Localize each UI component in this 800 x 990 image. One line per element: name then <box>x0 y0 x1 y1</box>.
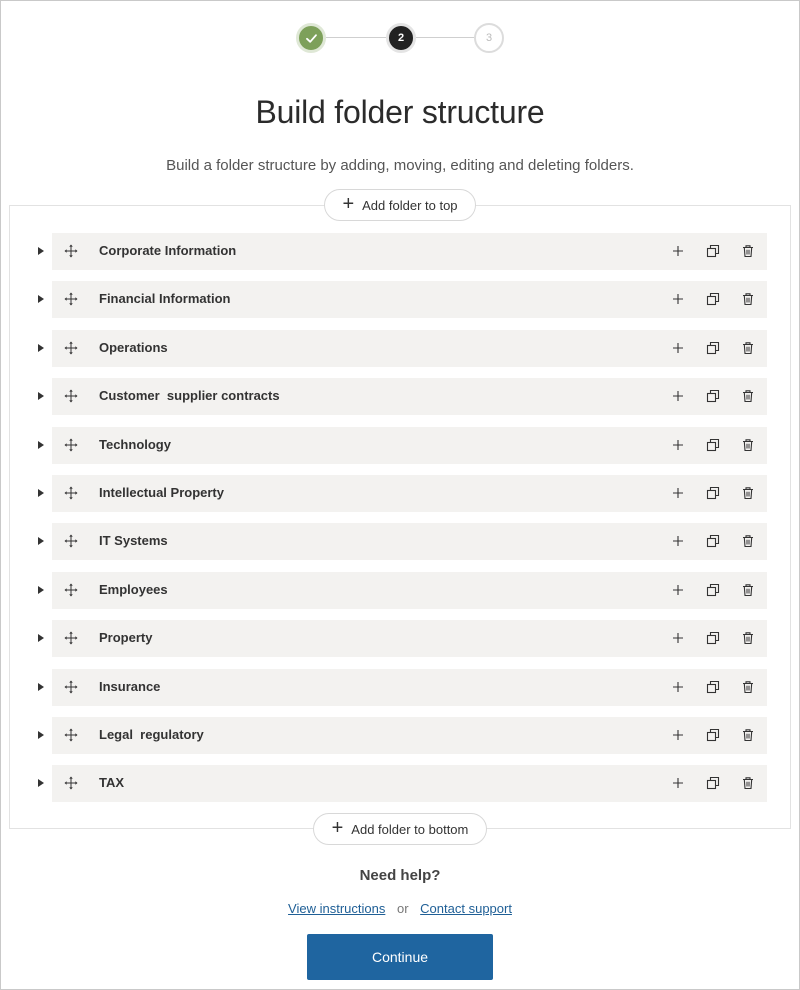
stepper-connector <box>326 37 386 38</box>
folder-row-bar <box>52 523 767 560</box>
folder-row-bar <box>52 330 767 367</box>
trash-icon[interactable] <box>740 582 756 598</box>
move-icon[interactable] <box>64 728 78 742</box>
duplicate-icon[interactable] <box>705 437 721 453</box>
move-icon[interactable] <box>64 534 78 548</box>
folder-row <box>0 233 800 270</box>
folder-row-bar <box>52 572 767 609</box>
move-icon[interactable] <box>64 680 78 694</box>
duplicate-icon[interactable] <box>705 243 721 259</box>
duplicate-icon[interactable] <box>705 291 721 307</box>
folder-row <box>0 330 800 367</box>
view-instructions-link[interactable]: View instructions <box>288 901 386 916</box>
folder-row <box>0 475 800 512</box>
step-1-complete <box>296 23 326 53</box>
folder-row <box>0 281 800 318</box>
check-icon <box>305 32 318 45</box>
move-icon[interactable] <box>64 341 78 355</box>
trash-icon[interactable] <box>740 437 756 453</box>
folder-row-bar <box>52 233 767 270</box>
trash-icon[interactable] <box>740 388 756 404</box>
plus-icon[interactable] <box>670 291 686 307</box>
caret-right-icon[interactable] <box>38 586 44 594</box>
folder-row <box>0 669 800 706</box>
trash-icon[interactable] <box>740 533 756 549</box>
duplicate-icon[interactable] <box>705 340 721 356</box>
duplicate-icon[interactable] <box>705 582 721 598</box>
folder-row-bar <box>52 669 767 706</box>
caret-right-icon[interactable] <box>38 392 44 400</box>
help-links <box>0 901 800 916</box>
folder-name: Employees <box>99 581 168 597</box>
plus-icon[interactable] <box>670 679 686 695</box>
duplicate-icon[interactable] <box>705 630 721 646</box>
folder-name: TAX <box>99 775 125 791</box>
caret-right-icon[interactable] <box>38 344 44 352</box>
folder-name: Legal regulatory <box>99 727 204 742</box>
folder-row-bar <box>52 378 767 415</box>
plus-icon[interactable] <box>670 485 686 501</box>
plus-icon[interactable] <box>670 533 686 549</box>
duplicate-icon[interactable] <box>705 727 721 743</box>
folder-name: Corporate Information <box>99 243 237 258</box>
add-folder-to-bottom-label: Add folder to bottom <box>351 821 469 837</box>
add-folder-to-bottom-button[interactable] <box>313 813 487 845</box>
folder-name: Intellectual Property <box>99 485 224 500</box>
caret-right-icon[interactable] <box>38 247 44 255</box>
folder-row <box>0 378 800 415</box>
folder-name: Insurance <box>99 678 161 694</box>
caret-right-icon[interactable] <box>38 634 44 642</box>
folder-name: Technology <box>99 436 171 452</box>
help-title: Need help? <box>359 867 441 884</box>
caret-right-icon[interactable] <box>38 537 44 545</box>
stepper-connector <box>416 37 474 38</box>
page-title: Build folder structure <box>255 94 545 130</box>
folder-row <box>0 765 800 802</box>
trash-icon[interactable] <box>740 291 756 307</box>
folder-row <box>0 717 800 754</box>
trash-icon[interactable] <box>740 630 756 646</box>
move-icon[interactable] <box>64 583 78 597</box>
move-icon[interactable] <box>64 486 78 500</box>
plus-icon[interactable] <box>670 582 686 598</box>
plus-icon[interactable] <box>670 727 686 743</box>
duplicate-icon[interactable] <box>705 679 721 695</box>
trash-icon[interactable] <box>740 727 756 743</box>
folder-name: Property <box>99 630 153 646</box>
folder-row-bar <box>52 427 767 464</box>
trash-icon[interactable] <box>740 775 756 791</box>
folder-name: Customer supplier contracts <box>99 388 280 404</box>
step-3-upcoming: 3 <box>474 23 504 53</box>
folder-row <box>0 572 800 609</box>
move-icon[interactable] <box>64 438 78 452</box>
folder-row-bar <box>52 620 767 657</box>
help-or-text: or <box>396 901 409 916</box>
move-icon[interactable] <box>64 776 78 790</box>
move-icon[interactable] <box>64 244 78 258</box>
page-subtitle: Build a folder structure by adding, moving, editing and deleting folders. <box>166 157 634 174</box>
plus-icon[interactable] <box>670 630 686 646</box>
contact-support-link[interactable]: Contact support <box>420 901 512 916</box>
continue-button[interactable]: Continue <box>307 934 493 980</box>
caret-right-icon[interactable] <box>38 489 44 497</box>
step-2-current: 2 <box>386 23 416 53</box>
folder-row <box>0 523 800 560</box>
plus-icon[interactable] <box>670 775 686 791</box>
move-icon[interactable] <box>64 389 78 403</box>
plus-icon: + <box>342 193 355 215</box>
folder-row-bar <box>52 475 767 512</box>
plus-icon[interactable] <box>670 243 686 259</box>
trash-icon[interactable] <box>740 485 756 501</box>
duplicate-icon[interactable] <box>705 388 721 404</box>
plus-icon[interactable] <box>670 437 686 453</box>
folder-row <box>0 620 800 657</box>
trash-icon[interactable] <box>740 243 756 259</box>
folder-row-bar <box>52 717 767 754</box>
plus-icon[interactable] <box>670 340 686 356</box>
trash-icon[interactable] <box>740 340 756 356</box>
folder-row <box>0 427 800 464</box>
plus-icon: + <box>331 817 344 839</box>
duplicate-icon[interactable] <box>705 775 721 791</box>
folder-name: Financial Information <box>99 291 231 307</box>
caret-right-icon[interactable] <box>38 441 44 449</box>
plus-icon[interactable] <box>670 388 686 404</box>
duplicate-icon[interactable] <box>705 485 721 501</box>
caret-right-icon[interactable] <box>38 779 44 787</box>
folder-name: Operations <box>99 339 168 355</box>
duplicate-icon[interactable] <box>705 533 721 549</box>
add-folder-to-top-label: Add folder to top <box>362 197 458 213</box>
trash-icon[interactable] <box>740 679 756 695</box>
move-icon[interactable] <box>64 631 78 645</box>
stepper <box>296 23 506 53</box>
folder-row-bar <box>52 281 767 318</box>
caret-right-icon[interactable] <box>38 683 44 691</box>
add-folder-to-top-button[interactable] <box>324 189 476 221</box>
move-icon[interactable] <box>64 292 78 306</box>
folder-row-bar <box>52 765 767 802</box>
folder-name: IT Systems <box>99 533 168 549</box>
caret-right-icon[interactable] <box>38 295 44 303</box>
caret-right-icon[interactable] <box>38 731 44 739</box>
